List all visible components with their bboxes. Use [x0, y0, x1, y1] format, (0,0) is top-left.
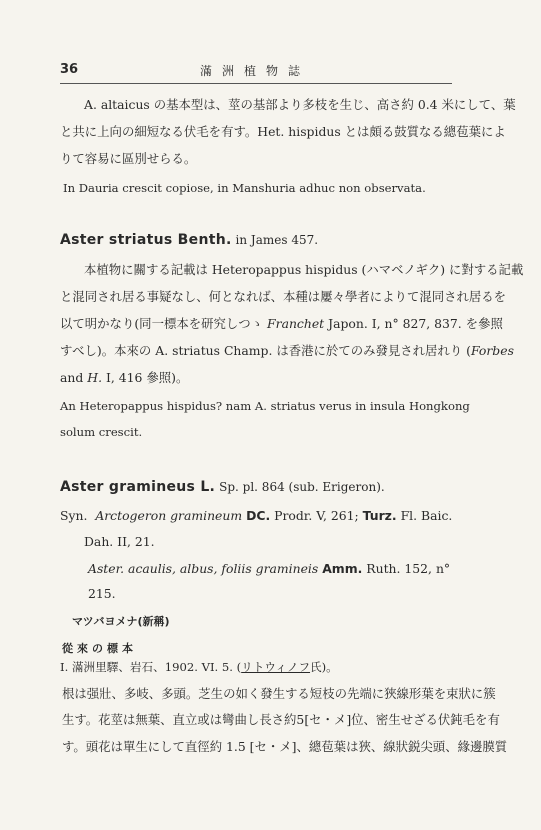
author-name: DC.: [246, 508, 271, 523]
collector-name: リトウィノフ: [241, 660, 311, 674]
text-line: 生す。花莖は無葉、直立或は彎曲し長さ約5[セ・メ]位、密生せざる伏鈍毛を有: [62, 712, 500, 727]
text-line: [60, 316, 503, 332]
synonym-line: Dah. II, 21.: [84, 534, 155, 549]
species-name: Aster gramineus L.: [60, 479, 216, 495]
text-run: Ruth. 152, n°: [366, 561, 451, 576]
text-run: and: [60, 370, 84, 385]
page-number: 36: [60, 62, 79, 77]
text-line: A. altaicus の基本型は、莖の基部より多枝を生じ、高さ約 0.4 米にして、葉: [84, 97, 516, 112]
author-name: Amm.: [322, 561, 363, 576]
specimens-heading: 從來の標本: [62, 642, 137, 655]
synonym-line: [60, 508, 500, 524]
text-line: 本植物に關する記載は Heteropappus hispidus (ハマベノギク) に對する記載: [84, 262, 524, 277]
synonym-name: Arctogeron gramineum: [95, 508, 243, 523]
text-run: 氏)。: [310, 660, 338, 674]
text-line: りて容易に區別せらる。: [60, 151, 197, 166]
header-rule: [60, 83, 452, 84]
synonym-name: Aster. acaulis, albus, foliis gramineis: [88, 561, 319, 576]
text-line: と共に上向の細短なる伏毛を有す。Het. hispidus とは頗る鼓質なる總苞葉によ: [60, 124, 506, 139]
species-reference: in James 457.: [235, 233, 319, 247]
text-line: と混同され居る事疑なし、何となれば、本種は屢々學者によりて混同され居るを: [60, 289, 507, 304]
text-run: Prodr. V, 261;: [274, 508, 359, 523]
synonym-line: [88, 561, 528, 577]
species-heading: [60, 479, 500, 495]
latin-note: solum crescit.: [60, 425, 143, 439]
text-run: I, 416 參照)。: [105, 370, 189, 385]
text-run: 以て明かなり(同一標本を研究しつゝ: [60, 316, 264, 331]
text-run: Japon. I, n° 827, 837. を參照: [328, 316, 503, 331]
synonym-label: Syn.: [60, 508, 88, 523]
specimen-entry: [60, 659, 500, 675]
synonym-line: 215.: [88, 586, 116, 601]
japanese-name: マツバヨメナ(新稱): [72, 615, 170, 628]
text-line: 根は强壯、多岐、多頭。芝生の如く發生する短枝の先端に狹線形葉を束狀に簇: [62, 686, 496, 701]
running-header: [60, 62, 452, 80]
text-line: [60, 370, 500, 386]
text-run: Fl. Baic.: [400, 508, 453, 523]
text-run: すべし)。本來の A. striatus Champ. は香港に於てのみ發見され居れり (: [60, 343, 471, 358]
species-name: Aster striatus Benth.: [60, 232, 232, 248]
text-line: [60, 343, 514, 359]
author-name: H.: [87, 370, 103, 385]
author-name: Franchet: [267, 316, 325, 331]
book-title: 滿洲植物誌: [200, 64, 311, 78]
species-heading: [60, 232, 500, 248]
latin-note: In Dauria crescit copiose, in Manshuria adhuc non observata.: [63, 181, 426, 195]
author-name: Forbes: [471, 343, 514, 358]
author-name: Turz.: [362, 508, 397, 523]
latin-note: An Heteropappus hispidus? nam A. striatus verus in insula Hongkong: [60, 399, 470, 413]
text-run: I. 滿洲里驛、岩石、1902. VI. 5. (: [60, 660, 242, 674]
text-line: す。頭花は單生にして直徑約 1.5 [セ・メ]、總苞葉は狹、線狀鋭尖頭、緣邊膜質: [62, 739, 508, 754]
species-reference: Sp. pl. 864 (sub. Erigeron).: [219, 480, 385, 494]
